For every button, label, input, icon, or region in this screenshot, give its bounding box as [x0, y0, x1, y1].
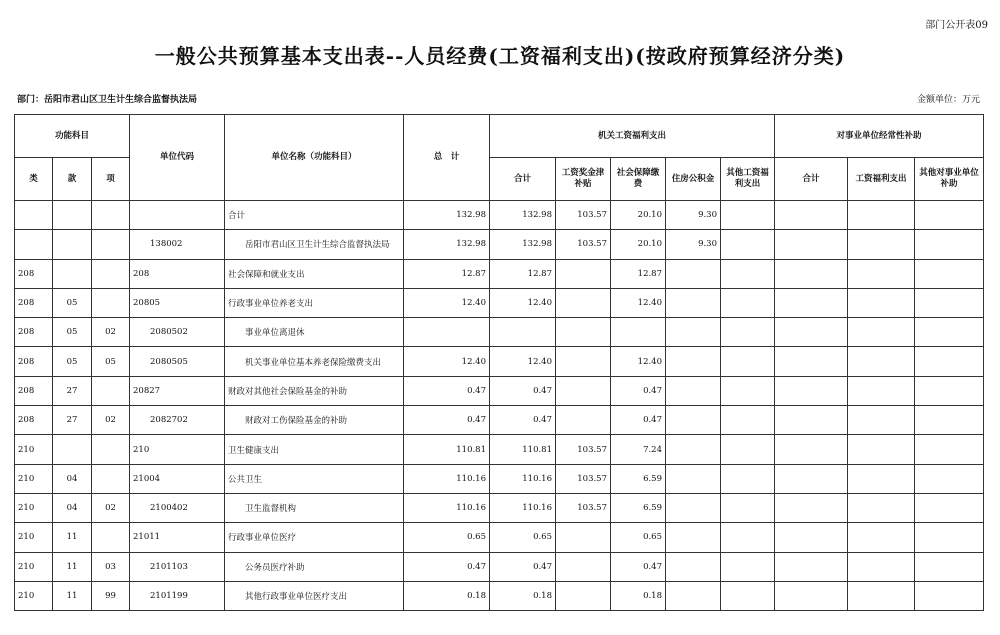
cell-unit-code: 2101199 [130, 581, 225, 610]
cell-unit-name: 事业单位离退休 [225, 318, 404, 347]
cell-sub-sum [775, 347, 848, 376]
header-org-bonus: 工资奖金津补贴 [556, 158, 611, 201]
cell-xiang: 02 [92, 493, 130, 522]
cell-org-bonus [556, 581, 611, 610]
cell-org-other [721, 347, 775, 376]
header-org-wage-welfare: 机关工资福利支出 [490, 115, 775, 158]
cell-sub-other [915, 523, 984, 552]
cell-sub-wage [848, 376, 915, 405]
cell-org-social: 20.10 [611, 201, 666, 230]
cell-lei: 210 [15, 581, 53, 610]
cell-unit-name: 公务员医疗补助 [225, 552, 404, 581]
cell-kuan [53, 230, 92, 259]
cell-sub-wage [848, 347, 915, 376]
cell-sub-other [915, 230, 984, 259]
cell-unit-code: 2080502 [130, 318, 225, 347]
cell-org-other [721, 581, 775, 610]
cell-total: 12.87 [404, 259, 490, 288]
cell-sub-other [915, 464, 984, 493]
cell-total: 110.81 [404, 435, 490, 464]
cell-org-sum: 12.40 [490, 347, 556, 376]
cell-org-other [721, 230, 775, 259]
cell-org-housing [666, 318, 721, 347]
form-code: 部门公开表09 [925, 20, 988, 31]
cell-org-social: 6.59 [611, 464, 666, 493]
cell-kuan: 05 [53, 318, 92, 347]
table-row [15, 435, 984, 464]
cell-org-sum: 110.16 [490, 464, 556, 493]
cell-total: 132.98 [404, 201, 490, 230]
cell-total: 110.16 [404, 493, 490, 522]
cell-org-bonus: 103.57 [556, 230, 611, 259]
cell-org-sum: 12.87 [490, 259, 556, 288]
cell-total: 0.47 [404, 376, 490, 405]
cell-org-sum: 12.40 [490, 288, 556, 317]
cell-sub-sum [775, 435, 848, 464]
cell-org-housing [666, 406, 721, 435]
cell-xiang: 02 [92, 318, 130, 347]
cell-org-bonus: 103.57 [556, 493, 611, 522]
table-row [15, 464, 984, 493]
cell-unit-name: 合计 [225, 201, 404, 230]
cell-org-social: 6.59 [611, 493, 666, 522]
table-row [15, 406, 984, 435]
cell-sub-other [915, 406, 984, 435]
cell-unit-name: 行政事业单位养老支出 [225, 288, 404, 317]
cell-sub-wage [848, 552, 915, 581]
cell-lei: 210 [15, 435, 53, 464]
cell-org-bonus [556, 376, 611, 405]
cell-xiang: 02 [92, 406, 130, 435]
cell-sub-sum [775, 230, 848, 259]
cell-sub-wage [848, 201, 915, 230]
cell-org-housing [666, 464, 721, 493]
cell-sub-other [915, 318, 984, 347]
cell-lei [15, 230, 53, 259]
cell-unit-name: 岳阳市君山区卫生计生综合监督执法局 [225, 230, 404, 259]
cell-xiang [92, 230, 130, 259]
cell-org-bonus [556, 259, 611, 288]
cell-unit-code: 2080505 [130, 347, 225, 376]
cell-sub-sum [775, 288, 848, 317]
cell-total: 12.40 [404, 288, 490, 317]
table-row [15, 318, 984, 347]
cell-org-sum: 0.47 [490, 552, 556, 581]
cell-sub-sum [775, 493, 848, 522]
table-row [15, 288, 984, 317]
cell-sub-sum [775, 318, 848, 347]
cell-unit-code: 20805 [130, 288, 225, 317]
header-sub-wage: 工资福利支出 [848, 158, 915, 201]
cell-xiang [92, 435, 130, 464]
cell-unit-name: 公共卫生 [225, 464, 404, 493]
cell-sub-sum [775, 523, 848, 552]
cell-org-housing [666, 347, 721, 376]
cell-org-bonus: 103.57 [556, 435, 611, 464]
cell-unit-name: 卫生健康支出 [225, 435, 404, 464]
cell-kuan [53, 201, 92, 230]
cell-org-bonus: 103.57 [556, 201, 611, 230]
cell-kuan [53, 259, 92, 288]
cell-xiang [92, 376, 130, 405]
cell-kuan: 04 [53, 493, 92, 522]
cell-org-bonus [556, 523, 611, 552]
cell-lei: 210 [15, 523, 53, 552]
header-unit-name: 单位名称（功能科目） [225, 115, 404, 201]
header-org-sum: 合计 [490, 158, 556, 201]
cell-unit-name: 行政事业单位医疗 [225, 523, 404, 552]
header-kuan: 款 [53, 158, 92, 201]
cell-lei: 208 [15, 347, 53, 376]
header-total: 总 计 [404, 115, 490, 201]
cell-kuan: 05 [53, 288, 92, 317]
cell-org-bonus [556, 318, 611, 347]
cell-org-other [721, 201, 775, 230]
cell-org-bonus [556, 552, 611, 581]
cell-lei: 210 [15, 552, 53, 581]
cell-org-bonus [556, 347, 611, 376]
cell-org-other [721, 435, 775, 464]
cell-org-social: 0.47 [611, 552, 666, 581]
header-func-subject: 功能科目 [15, 115, 130, 158]
cell-unit-code: 138002 [130, 230, 225, 259]
table-row [15, 259, 984, 288]
cell-sub-other [915, 347, 984, 376]
cell-xiang [92, 259, 130, 288]
cell-lei: 210 [15, 493, 53, 522]
cell-org-housing: 9.30 [666, 201, 721, 230]
header-sub-sum: 合计 [775, 158, 848, 201]
cell-total: 0.47 [404, 406, 490, 435]
cell-total: 0.65 [404, 523, 490, 552]
cell-sub-sum [775, 259, 848, 288]
cell-org-sum: 0.47 [490, 376, 556, 405]
header-sub-other: 其他对事业单位补助 [915, 158, 984, 201]
cell-org-housing [666, 259, 721, 288]
cell-org-sum [490, 318, 556, 347]
cell-org-other [721, 493, 775, 522]
cell-sub-sum [775, 376, 848, 405]
cell-unit-name: 机关事业单位基本养老保险缴费支出 [225, 347, 404, 376]
cell-sub-other [915, 201, 984, 230]
table-row [15, 493, 984, 522]
cell-unit-code [130, 201, 225, 230]
cell-org-sum: 0.47 [490, 406, 556, 435]
cell-org-sum: 132.98 [490, 201, 556, 230]
cell-unit-code: 21011 [130, 523, 225, 552]
cell-lei: 208 [15, 406, 53, 435]
cell-unit-code: 2100402 [130, 493, 225, 522]
cell-total: 12.40 [404, 347, 490, 376]
cell-unit-code: 20827 [130, 376, 225, 405]
cell-sub-wage [848, 288, 915, 317]
header-org-housing: 住房公积金 [666, 158, 721, 201]
cell-unit-code: 210 [130, 435, 225, 464]
cell-sub-wage [848, 435, 915, 464]
cell-xiang [92, 288, 130, 317]
cell-unit-name: 其他行政事业单位医疗支出 [225, 581, 404, 610]
cell-sub-sum [775, 464, 848, 493]
cell-org-other [721, 288, 775, 317]
cell-org-sum: 110.16 [490, 493, 556, 522]
table-row [15, 581, 984, 610]
budget-table [14, 114, 984, 611]
cell-unit-name: 社会保障和就业支出 [225, 259, 404, 288]
cell-total: 132.98 [404, 230, 490, 259]
cell-xiang [92, 523, 130, 552]
cell-sub-sum [775, 581, 848, 610]
cell-total: 0.18 [404, 581, 490, 610]
cell-sub-sum [775, 552, 848, 581]
cell-sub-wage [848, 493, 915, 522]
cell-org-social: 0.18 [611, 581, 666, 610]
page-title: 一般公共预算基本支出表--人员经费(工资福利支出)(按政府预算经济分类) [154, 44, 846, 68]
cell-org-social: 12.40 [611, 288, 666, 317]
table-row [15, 201, 984, 230]
amount-unit-label: 金额单位：万元 [916, 95, 980, 105]
header-lei: 类 [15, 158, 53, 201]
cell-lei: 208 [15, 288, 53, 317]
table-body [15, 201, 984, 611]
cell-kuan: 04 [53, 464, 92, 493]
cell-unit-code: 208 [130, 259, 225, 288]
cell-total: 0.47 [404, 552, 490, 581]
header-org-social: 社会保障缴费 [611, 158, 666, 201]
cell-unit-code: 2101103 [130, 552, 225, 581]
cell-sub-other [915, 552, 984, 581]
cell-org-other [721, 259, 775, 288]
cell-org-social: 12.87 [611, 259, 666, 288]
cell-xiang [92, 201, 130, 230]
cell-org-housing [666, 523, 721, 552]
cell-lei: 208 [15, 376, 53, 405]
cell-org-social [611, 318, 666, 347]
cell-org-bonus: 103.57 [556, 464, 611, 493]
cell-org-sum: 0.18 [490, 581, 556, 610]
cell-org-social: 0.65 [611, 523, 666, 552]
cell-org-housing [666, 376, 721, 405]
cell-lei: 208 [15, 318, 53, 347]
cell-sub-wage [848, 318, 915, 347]
cell-lei: 208 [15, 259, 53, 288]
cell-unit-code: 2082702 [130, 406, 225, 435]
cell-org-housing [666, 581, 721, 610]
cell-sub-other [915, 376, 984, 405]
cell-kuan: 05 [53, 347, 92, 376]
cell-sub-wage [848, 406, 915, 435]
cell-sub-wage [848, 259, 915, 288]
cell-sub-wage [848, 581, 915, 610]
cell-org-sum: 110.81 [490, 435, 556, 464]
table-row [15, 523, 984, 552]
cell-org-housing: 9.30 [666, 230, 721, 259]
header-institution-subsidy: 对事业单位经常性补助 [775, 115, 984, 158]
cell-sub-sum [775, 201, 848, 230]
cell-sub-sum [775, 406, 848, 435]
table-row [15, 347, 984, 376]
cell-sub-wage [848, 464, 915, 493]
cell-org-social: 0.47 [611, 406, 666, 435]
cell-org-social: 0.47 [611, 376, 666, 405]
cell-sub-other [915, 435, 984, 464]
cell-org-bonus [556, 288, 611, 317]
cell-kuan [53, 435, 92, 464]
cell-kuan: 27 [53, 376, 92, 405]
cell-lei: 210 [15, 464, 53, 493]
cell-org-other [721, 406, 775, 435]
cell-org-social: 20.10 [611, 230, 666, 259]
cell-org-other [721, 464, 775, 493]
header-unit-code: 单位代码 [130, 115, 225, 201]
cell-org-sum: 0.65 [490, 523, 556, 552]
cell-lei [15, 201, 53, 230]
cell-unit-code: 21004 [130, 464, 225, 493]
table-row [15, 376, 984, 405]
cell-org-bonus [556, 406, 611, 435]
cell-xiang [92, 464, 130, 493]
cell-org-housing [666, 552, 721, 581]
cell-unit-name: 卫生监督机构 [225, 493, 404, 522]
cell-xiang: 05 [92, 347, 130, 376]
cell-unit-name: 财政对其他社会保险基金的补助 [225, 376, 404, 405]
cell-kuan: 11 [53, 523, 92, 552]
cell-total [404, 318, 490, 347]
cell-sub-other [915, 259, 984, 288]
cell-kuan: 11 [53, 581, 92, 610]
cell-sub-other [915, 493, 984, 522]
cell-kuan: 27 [53, 406, 92, 435]
cell-sub-other [915, 581, 984, 610]
cell-total: 110.16 [404, 464, 490, 493]
cell-sub-wage [848, 523, 915, 552]
table-row [15, 230, 984, 259]
cell-kuan: 11 [53, 552, 92, 581]
cell-sub-wage [848, 230, 915, 259]
cell-xiang: 99 [92, 581, 130, 610]
cell-unit-name: 财政对工伤保险基金的补助 [225, 406, 404, 435]
department-label: 部门：岳阳市君山区卫生计生综合监督执法局 [17, 95, 198, 105]
cell-org-housing [666, 493, 721, 522]
cell-org-social: 7.24 [611, 435, 666, 464]
cell-org-other [721, 552, 775, 581]
header-org-other: 其他工资福利支出 [721, 158, 775, 201]
cell-org-other [721, 376, 775, 405]
cell-org-housing [666, 288, 721, 317]
cell-sub-other [915, 288, 984, 317]
cell-org-sum: 132.98 [490, 230, 556, 259]
cell-org-other [721, 523, 775, 552]
table-row [15, 552, 984, 581]
cell-org-social: 12.40 [611, 347, 666, 376]
cell-org-housing [666, 435, 721, 464]
header-xiang: 项 [92, 158, 130, 201]
cell-xiang: 03 [92, 552, 130, 581]
cell-org-other [721, 318, 775, 347]
